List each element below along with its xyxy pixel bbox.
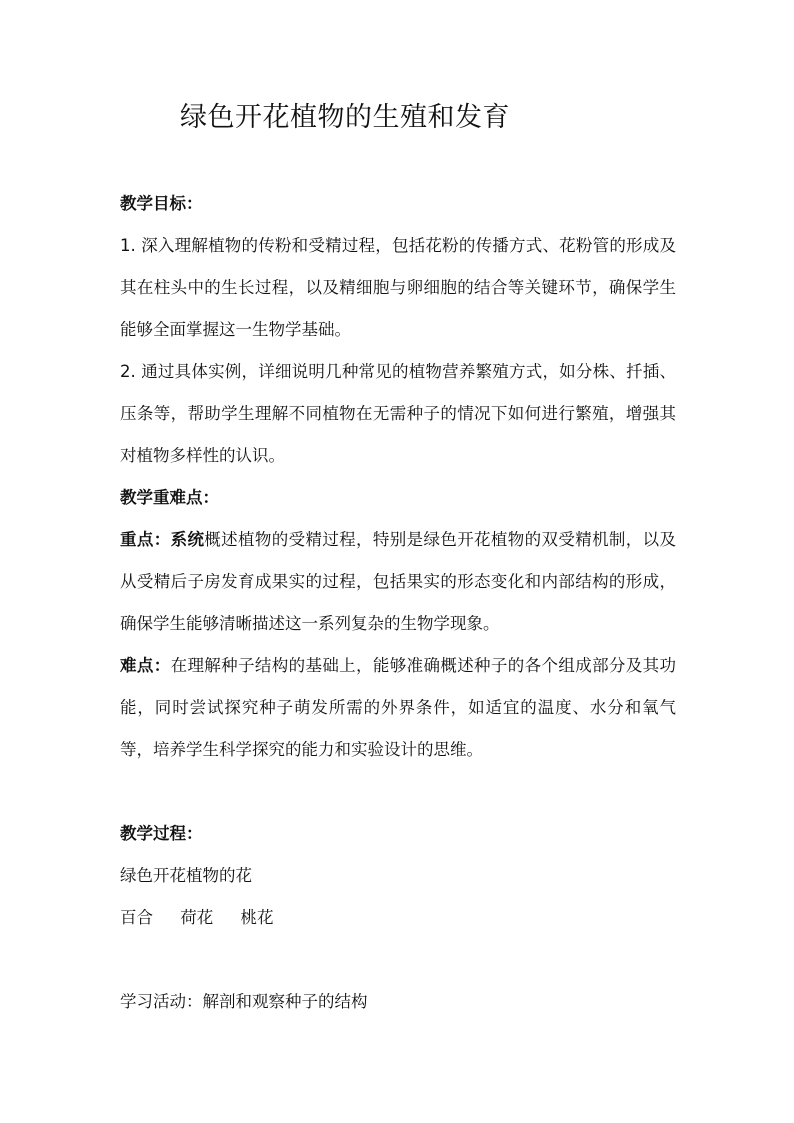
document-body	[120, 183, 676, 1023]
blank-line	[120, 939, 676, 981]
document-title: 绿色开花植物的生殖和发育	[180, 102, 510, 133]
flower-item-lily: 百合	[120, 908, 153, 927]
flower-item-peach: 桃花	[240, 908, 274, 927]
difficulty-text: 在理解种子结构的基础上，能够准确概述种子的各个组成部分及其功能，同时尝试探究种子萌发所需的外界条件，如适宜的温度、水分和氧气等，培养学生科学探究的能力和实验设计的思维。	[120, 656, 676, 759]
key-points-heading: 教学重难点：	[120, 488, 219, 507]
flower-list	[120, 897, 676, 939]
learning-activity: 学习活动：解剖和观察种子的结构	[120, 992, 368, 1011]
focus-label: 重点：系统	[120, 530, 205, 549]
objectives-heading: 教学目标：	[120, 194, 203, 213]
difficulty-label: 难点：	[120, 656, 171, 675]
focus-paragraph	[120, 519, 676, 645]
process-heading: 教学过程：	[120, 824, 203, 843]
focus-text: 概述植物的受精过程，特别是绿色开花植物的双受精机制，以及从受精后子房发育成果实的过程，包括果实的形态变化和内部结构的形成，确保学生能够清晰描述这一系列复杂的生物学现象。	[120, 530, 676, 633]
blank-line	[120, 771, 676, 813]
process-subtitle: 绿色开花植物的花	[120, 866, 252, 885]
objective-item-1: 1. 深入理解植物的传粉和受精过程，包括花粉的传播方式、花粉管的形成及其在柱头中的生长过程，以及精细胞与卵细胞的结合等关键环节，确保学生能够全面掌握这一生物学基础。	[120, 236, 676, 339]
flower-item-lotus: 荷花	[180, 908, 214, 927]
objective-item-2: 2. 通过具体实例，详细说明几种常见的植物营养繁殖方式，如分株、扦插、压条等，帮助学生理解不同植物在无需种子的情况下如何进行繁殖，增强其对植物多样性的认识。	[120, 362, 676, 465]
difficulty-paragraph	[120, 645, 676, 771]
